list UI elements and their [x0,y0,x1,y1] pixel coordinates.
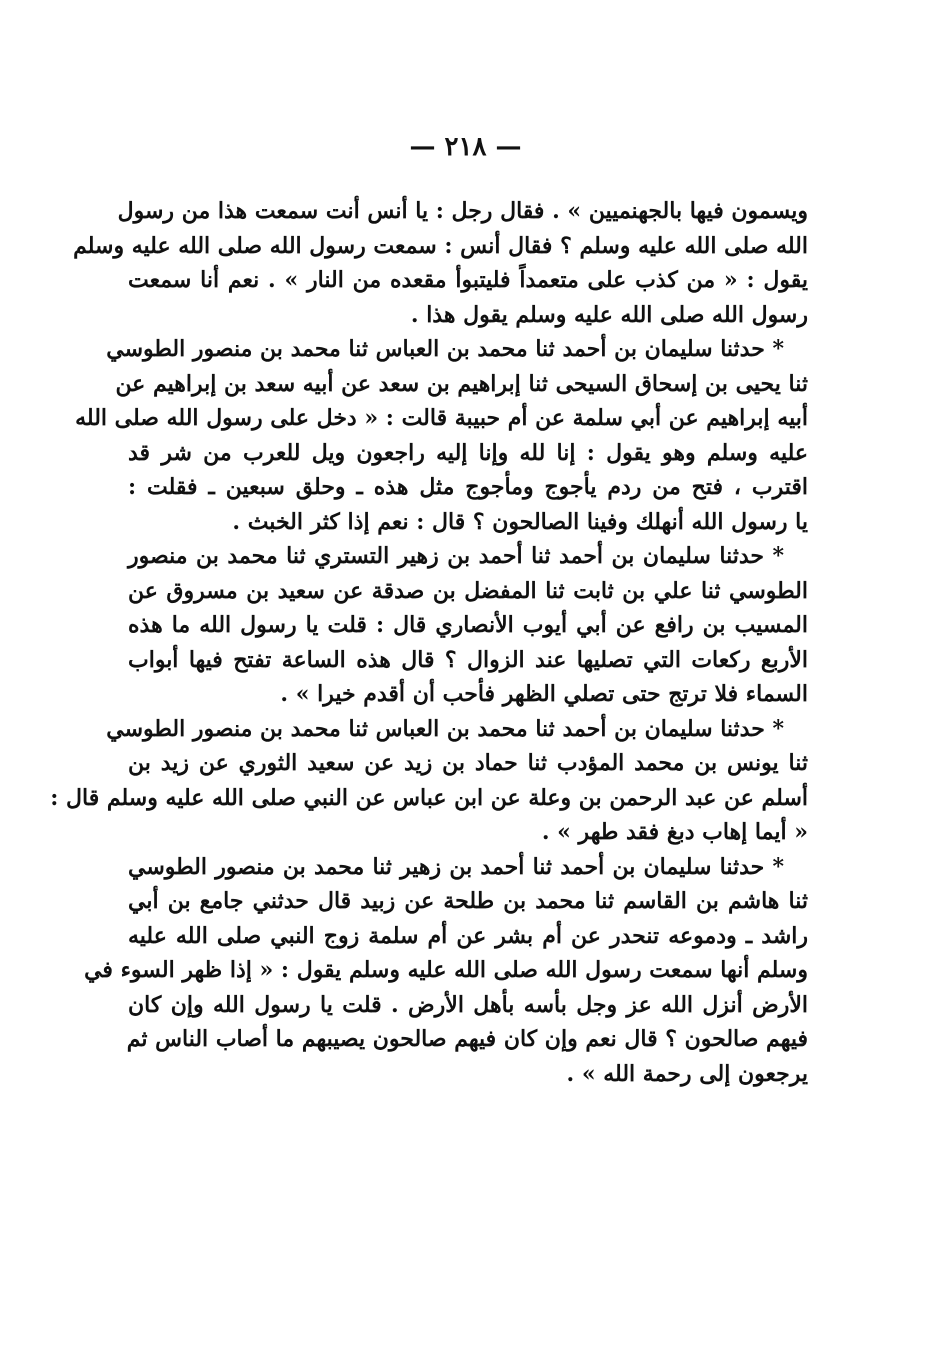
text-line: ثنا يحيى بن إسحاق السيحى ثنا إبراهيم بن سعد عن أبيه سعد بن إبراهيم عن [115,370,808,397]
text-line: « أيما إهاب دبغ فقد طهر » . [541,819,808,845]
text-line: الطوسي ثنا علي بن ثابت ثنا المفضل بن صدقة عن سعيد بن مسروق عن [128,577,808,604]
text-line: أسلم عن عبد الرحمن بن وعلة عن ابن عباس عن النبي صلى الله عليه وسلم قال : [50,784,808,811]
text-line: الأرض أنزل الله عز وجل بأسه بأهل الأرض . قلت يا رسول الله وإن كان [128,991,808,1018]
text-line: يرجعون إلى رحمة الله » . [566,1060,808,1087]
text-line: يا رسول الله أنهلك وفينا الصالحون ؟ قال : نعم إذا كثر الخبث . [232,508,808,535]
text-line: الأربع ركعات التي تصليها عند الزوال ؟ قال هذه الساعة تفتح فيها أبواب [128,646,808,673]
text-line: اقترب ، فتح من ردم يأجوج ومأجوج مثل هذه ـ وحلق سبعين ـ فقلت : [128,474,808,500]
text-line: رسول الله صلى الله عليه وسلم يقول هذا . [410,301,808,328]
text-line: راشد ـ ودموعه تنحدر عن أم بشر عن أم سلمة زوج النبي صلى الله عليه [128,922,808,949]
text-line: وسلم أنها سمعت رسول الله صلى الله عليه وسلم يقول : « إذا ظهر السوء في [84,957,808,983]
text-line: * حدثنا سليمان بن أحمد ثنا محمد بن العباس ثنا محمد بن منصور الطوسي [106,336,784,362]
text-line: ثنا هاشم بن القاسم ثنا محمد بن طلحة عن زبيد قال حدثني جامع بن أبي [128,888,808,914]
text-line: فيهم صالحون ؟ قال نعم وإن كان فيهم صالحون يصيبهم ما أصاب الناس ثم [126,1026,808,1052]
text-line: * حدثنا سليمان بن أحمد ثنا أحمد بن زهير التستري ثنا محمد بن منصور [128,543,784,569]
text-line: الله صلى الله عليه وسلم ؟ فقال أنس : سمعت رسول الله صلى الله عليه وسلم [73,232,808,259]
text-line: المسيب بن رافع عن أبي أيوب الأنصاري قال : قلت يا رسول الله ما هذه [128,612,808,638]
text-line: السماء فلا ترتج حتى تصلي الظهر فأحب أن أقدم خيرا » . [280,681,808,707]
text-line: عليه وسلم وهو يقول : إنا لله وإنا إليه راجعون ويل للعرب من شر قد [128,439,808,466]
text-line: ويسمون فيها بالجهنميين » . فقال رجل : يا أنس أنت سمعت هذا من رسول [117,198,808,224]
text-line: أبيه إبراهيم عن أبي سلمة عن أم حبيبة قالت : « دخل على رسول الله صلى الله [75,405,808,431]
text-line: ثنا يونس بن محمد المؤدب ثنا حماد بن زيد عن سعيد الثوري عن زيد بن [128,750,808,776]
page-number: — ٢١٨ — [409,132,522,162]
body-text [50,194,808,1091]
text-line: * حدثنا سليمان بن أحمد ثنا محمد بن العباس ثنا محمد بن منصور الطوسي [106,715,784,742]
text-line: يقول : « من كذب على متعمداً فليتبوأ مقعده من النار » . نعم أنا سمعت [128,267,808,293]
text-line: * حدثنا سليمان بن أحمد ثنا أحمد بن زهير ثنا محمد بن منصور الطوسي [128,853,784,880]
